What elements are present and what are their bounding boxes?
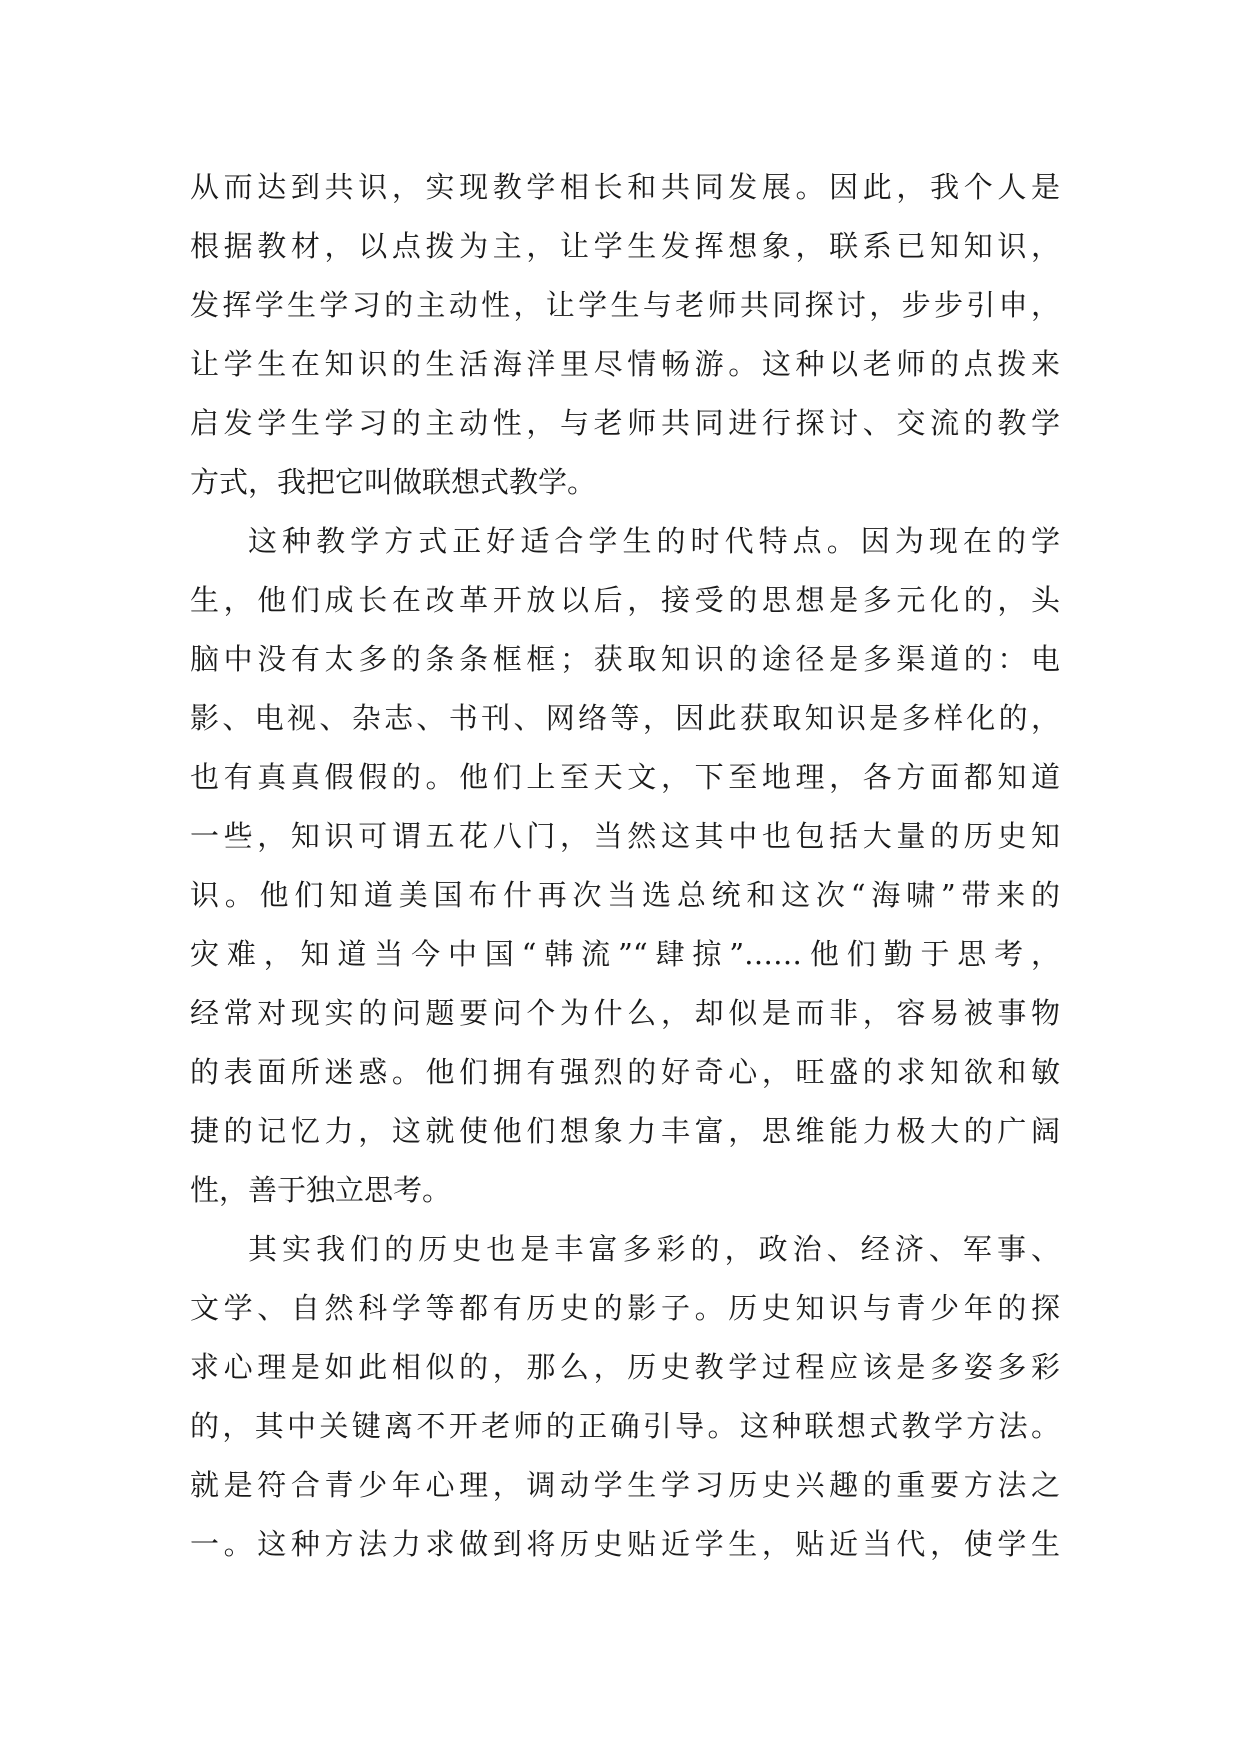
paragraph	[190, 158, 1060, 512]
text-line: 经常对现实的问题要问个为什么，却似是而非，容易被事物	[190, 996, 1060, 1030]
text-line: 根据教材，以点拨为主，让学生发挥想象，联系已知知识，	[190, 229, 1060, 263]
text-line: 就是符合青少年心理，调动学生学习历史兴趣的重要方法之	[190, 1468, 1060, 1502]
paragraph	[190, 512, 1060, 1220]
text-line: 捷的记忆力，这就使他们想象力丰富，思维能力极大的广阔	[190, 1114, 1060, 1148]
text-line: 这种教学方式正好适合学生的时代特点。因为现在的学	[248, 524, 1060, 558]
text-line: 从而达到共识，实现教学相长和共同发展。因此，我个人是	[190, 170, 1060, 204]
text-line: 方式，我把它叫做联想式教学。	[190, 465, 597, 499]
text-line: 发挥学生学习的主动性，让学生与老师共同探讨，步步引申，	[190, 288, 1060, 322]
text-line: 让学生在知识的生活海洋里尽情畅游。这种以老师的点拨来	[190, 347, 1060, 381]
text-line: 其实我们的历史也是丰富多彩的，政治、经济、军事、	[248, 1232, 1060, 1266]
text-line: 识。他们知道美国布什再次当选总统和这次“海啸”带来的	[190, 878, 1060, 912]
text-line: 一。这种方法力求做到将历史贴近学生，贴近当代，使学生	[190, 1527, 1060, 1561]
text-line: 也有真真假假的。他们上至天文，下至地理，各方面都知道	[190, 760, 1060, 794]
text-line: 的表面所迷惑。他们拥有强烈的好奇心，旺盛的求知欲和敏	[190, 1055, 1060, 1089]
document-body	[190, 158, 1060, 1574]
text-line: 灾难，知道当今中国“韩流”“肆掠”……他们勤于思考，	[190, 937, 1060, 971]
text-line: 的，其中关键离不开老师的正确引导。这种联想式教学方法。	[190, 1409, 1060, 1443]
text-line: 性，善于独立思考。	[190, 1173, 452, 1207]
text-line: 求心理是如此相似的，那么，历史教学过程应该是多姿多彩	[190, 1350, 1060, 1384]
paragraph	[190, 1220, 1060, 1574]
text-line: 脑中没有太多的条条框框；获取知识的途径是多渠道的：电	[190, 642, 1060, 676]
text-line: 生，他们成长在改革开放以后，接受的思想是多元化的，头	[190, 583, 1060, 617]
text-line: 一些，知识可谓五花八门，当然这其中也包括大量的历史知	[190, 819, 1060, 853]
text-line: 启发学生学习的主动性，与老师共同进行探讨、交流的教学	[190, 406, 1060, 440]
text-line: 影、电视、杂志、书刊、网络等，因此获取知识是多样化的，	[190, 701, 1060, 735]
text-line: 文学、自然科学等都有历史的影子。历史知识与青少年的探	[190, 1291, 1060, 1325]
